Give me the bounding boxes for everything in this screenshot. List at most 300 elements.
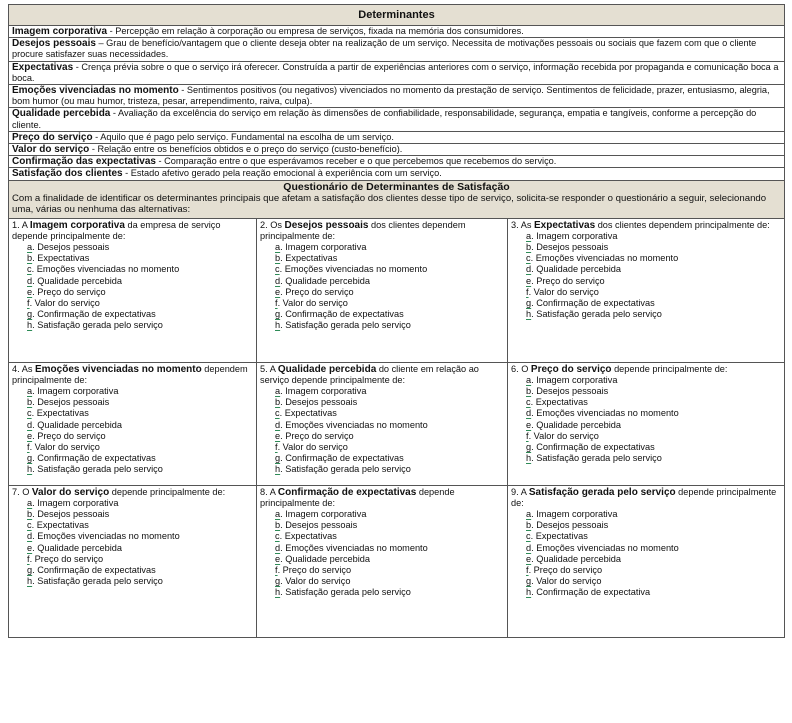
option-item[interactable]: h. Satisfação gerada pelo serviço <box>275 464 411 475</box>
definition-separator: – <box>95 38 107 49</box>
question-suffix: da empresa de serviço depende principalmente de: <box>12 219 221 241</box>
definition-term: Valor do serviço <box>12 144 90 156</box>
option-letter: b <box>526 520 532 531</box>
question-prefix: 3. As <box>511 219 534 230</box>
option-item[interactable]: f. Valor do serviço <box>27 298 100 309</box>
option-letter: h <box>27 464 33 475</box>
option-letter: g <box>526 298 532 309</box>
question-cell <box>257 363 508 486</box>
question-suffix: depende principalmente de: <box>511 486 777 508</box>
option-letter: a <box>275 509 281 520</box>
option-item[interactable]: a. Imagem corporativa <box>27 386 119 397</box>
questionnaire-intro: Com a finalidade de identificar os determinantes principais que afetam a satisfação dos clientes desse tipo de serviço, solicita-se responder o questionário a seguir, selecionando uma, várias ou nenhuma das alternativas: <box>12 192 767 216</box>
option-letter: b <box>275 253 281 264</box>
determinants-header: Determinantes <box>8 4 785 26</box>
option-label: Emoções vivenciadas no momento <box>36 264 180 275</box>
definition-term: Desejos pessoais <box>12 38 96 50</box>
question-cell <box>9 486 257 638</box>
option-label: Confirmação de expectativa <box>536 587 651 598</box>
option-item[interactable]: c. Emoções vivenciadas no momento <box>526 253 679 264</box>
option-letter: c <box>526 253 531 264</box>
question-cell <box>9 219 257 363</box>
option-item[interactable]: h. Satisfação gerada pelo serviço <box>526 453 662 464</box>
option-label: Valor do serviço <box>533 430 599 441</box>
option-letter: f <box>275 298 278 309</box>
option-item[interactable]: b. Desejos pessoais <box>27 397 110 408</box>
option-letter: a <box>275 242 281 253</box>
option-letter: c <box>275 531 280 542</box>
option-letter: g <box>27 453 33 464</box>
option-label: Imagem corporativa <box>536 374 618 385</box>
option-letter: c <box>27 408 32 419</box>
option-item[interactable]: d. Emoções vivenciadas no momento <box>275 542 428 553</box>
option-item[interactable]: c. Expectativas <box>526 397 588 408</box>
definition-term: Emoções vivenciadas no momento <box>12 85 179 97</box>
option-item[interactable]: e. Qualidade percebida <box>27 542 123 553</box>
definition-term: Expectativas <box>12 61 74 73</box>
option-item[interactable]: e. Preço do serviço <box>275 430 354 441</box>
option-letter: b <box>275 520 281 531</box>
option-letter: e <box>275 286 281 297</box>
option-letter: d <box>27 531 33 542</box>
option-label: Desejos pessoais <box>536 386 609 397</box>
question-suffix: do cliente em relação ao serviço depende principalmente de: <box>260 363 479 385</box>
option-label: Valor do serviço <box>34 442 100 453</box>
option-label: Imagem corporativa <box>37 386 119 397</box>
option-item[interactable]: f. Preço do serviço <box>275 565 352 576</box>
option-item[interactable]: g. Confirmação de expectativas <box>27 309 156 320</box>
question-text <box>260 364 504 386</box>
option-label: Emoções vivenciadas no momento <box>37 531 180 542</box>
question-subject: Imagem corporativa <box>29 219 125 231</box>
definition-row <box>9 85 784 108</box>
option-list <box>260 242 504 332</box>
option-letter: g <box>275 309 281 320</box>
option-label: Desejos pessoais <box>37 509 110 520</box>
question-subject: Emoções vivenciadas no momento <box>34 363 202 375</box>
option-label: Valor do serviço <box>536 576 602 587</box>
option-label: Desejos pessoais <box>285 397 358 408</box>
option-item[interactable]: c. Expectativas <box>275 408 337 419</box>
option-item[interactable]: d. Qualidade percebida <box>27 419 123 430</box>
question-prefix: 4. As <box>12 363 35 374</box>
option-letter: a <box>27 497 33 508</box>
option-item[interactable]: g. Valor do serviço <box>526 576 602 587</box>
option-item[interactable]: d. Emoções vivenciadas no momento <box>526 408 679 419</box>
option-letter: a <box>27 242 33 253</box>
option-label: Preço do serviço <box>285 430 354 441</box>
option-letter: e <box>27 430 33 441</box>
option-label: Preço do serviço <box>282 565 352 576</box>
option-item[interactable]: g. Confirmação de expectativas <box>275 453 404 464</box>
question-subject: Preço do serviço <box>530 363 612 375</box>
definition-row <box>9 168 784 180</box>
definition-text: Grau de benefício/vantagem que o cliente deseja obter na realização de um serviço. Necessita de motivações pessoais ou sociais que fazem com que o cliente procure satisfazer suas necessidades. <box>12 38 757 60</box>
option-label: Qualidade percebida <box>37 275 123 286</box>
option-label: Confirmação de expectativas <box>285 453 404 464</box>
option-item[interactable]: g. Confirmação de expectativas <box>275 309 404 320</box>
questionnaire-header <box>8 181 785 219</box>
option-letter: g <box>27 565 33 576</box>
option-label: Emoções vivenciadas no momento <box>536 542 679 553</box>
option-item[interactable]: b. Desejos pessoais <box>526 386 609 397</box>
option-label: Qualidade percebida <box>536 264 622 275</box>
option-letter: b <box>275 397 281 408</box>
option-item[interactable]: b. Expectativas <box>275 253 338 264</box>
question-suffix: depende principalmente de: <box>611 363 728 374</box>
question-text <box>12 220 253 242</box>
option-item[interactable]: d. Qualidade percebida <box>275 275 371 286</box>
definition-term: Confirmação das expectativas <box>12 156 156 168</box>
definition-text: Crença prévia sobre o que o serviço irá oferecer. Construída a partir de experiências anteriores com o serviço, informação recebida por propaganda e comunicação boca a boca. <box>12 61 779 83</box>
option-item[interactable]: d. Emoções vivenciadas no momento <box>275 419 428 430</box>
option-letter: g <box>526 576 532 587</box>
definition-separator: - <box>122 168 131 179</box>
option-item[interactable]: f. Valor do serviço <box>526 286 599 297</box>
option-label: Confirmação de expectativas <box>536 298 655 309</box>
option-item[interactable]: e. Preço do serviço <box>27 286 106 297</box>
option-item[interactable]: f. Valor do serviço <box>526 430 599 441</box>
option-label: Expectativas <box>36 408 89 419</box>
option-label: Emoções vivenciadas no momento <box>285 419 428 430</box>
option-label: Confirmação de expectativas <box>37 453 156 464</box>
definition-separator: - <box>89 144 98 155</box>
option-item[interactable]: b. Expectativas <box>27 253 90 264</box>
option-label: Expectativas <box>37 253 90 264</box>
option-letter: e <box>526 553 532 564</box>
definition-term: Qualidade percebida <box>12 108 111 120</box>
option-list <box>260 509 504 599</box>
question-text <box>511 364 781 375</box>
option-item[interactable]: c. Expectativas <box>526 531 588 542</box>
question-cell <box>508 219 785 363</box>
option-label: Qualidade percebida <box>536 419 622 430</box>
option-item[interactable]: c. Emoções vivenciadas no momento <box>275 264 428 275</box>
option-item[interactable]: f. Valor do serviço <box>27 442 100 453</box>
option-item[interactable]: e. Qualidade percebida <box>275 553 371 564</box>
option-letter: f <box>27 553 30 564</box>
option-item[interactable]: a. Imagem corporativa <box>526 230 618 241</box>
option-label: Preço do serviço <box>34 553 104 564</box>
option-letter: d <box>526 408 532 419</box>
option-label: Confirmação de expectativas <box>285 309 404 320</box>
option-item[interactable]: e. Qualidade percebida <box>526 419 622 430</box>
question-prefix: 2. Os <box>260 219 285 230</box>
option-item[interactable]: f. Valor do serviço <box>275 298 348 309</box>
questionnaire-title: Questionário de Determinantes de Satisfação <box>283 180 510 193</box>
definition-text: Avaliação da excelência do serviço em relação às dimensões de confiabilidade, responsabilidade, segurança, empatia e tangíveis, conforme a percepção do cliente. <box>12 108 757 130</box>
definition-text: Aquilo que é pago pelo serviço. Fundamental na escolha de um serviço. <box>100 131 394 142</box>
definition-text: Relação entre os benefícios obtidos e o preço do serviço (custo-benefício). <box>97 144 403 155</box>
option-letter: a <box>27 386 33 397</box>
question-prefix: 8. A <box>260 486 278 497</box>
option-letter: f <box>526 565 529 576</box>
question-subject: Desejos pessoais <box>284 219 369 231</box>
option-list <box>260 386 504 476</box>
option-label: Expectativas <box>36 520 89 531</box>
option-label: Imagem corporativa <box>285 386 367 397</box>
definition-separator: - <box>110 108 119 119</box>
question-grid <box>8 219 785 638</box>
option-list <box>12 498 253 588</box>
option-item[interactable]: d. Emoções vivenciadas no momento <box>27 531 180 542</box>
option-letter: h <box>27 320 33 331</box>
option-label: Confirmação de expectativas <box>37 565 156 576</box>
option-label: Satisfação gerada pelo serviço <box>37 464 163 475</box>
option-label: Desejos pessoais <box>285 520 358 531</box>
definitions-list <box>8 26 785 181</box>
option-item[interactable]: h. Satisfação gerada pelo serviço <box>275 320 411 331</box>
option-letter: h <box>275 587 281 598</box>
definition-text: Estado afetivo gerado pela reação emocional à experiência com um serviço. <box>130 168 442 179</box>
question-prefix: 1. A <box>12 219 30 230</box>
option-letter: g <box>27 309 33 320</box>
option-letter: e <box>27 542 33 553</box>
question-cell <box>257 486 508 638</box>
option-label: Satisfação gerada pelo serviço <box>536 453 662 464</box>
option-label: Satisfação gerada pelo serviço <box>285 320 411 331</box>
option-letter: b <box>27 397 33 408</box>
option-item[interactable]: a. Imagem corporativa <box>27 497 119 508</box>
option-label: Valor do serviço <box>285 576 351 587</box>
option-item[interactable]: h. Confirmação de expectativa <box>526 587 651 598</box>
option-letter: e <box>275 430 281 441</box>
definition-row <box>9 38 784 61</box>
option-label: Emoções vivenciadas no momento <box>535 253 679 264</box>
question-cell <box>508 363 785 486</box>
option-label: Confirmação de expectativas <box>536 442 655 453</box>
option-letter: a <box>275 386 281 397</box>
option-item[interactable]: c. Expectativas <box>27 520 89 531</box>
option-item[interactable]: g. Confirmação de expectativas <box>526 298 655 309</box>
definition-row <box>9 26 784 38</box>
option-letter: h <box>275 464 281 475</box>
option-label: Desejos pessoais <box>37 397 110 408</box>
definition-term: Satisfação dos clientes <box>12 168 123 180</box>
question-prefix: 6. O <box>511 363 531 374</box>
option-letter: c <box>526 397 531 408</box>
option-item[interactable]: d. Emoções vivenciadas no momento <box>526 542 679 553</box>
option-item[interactable]: c. Emoções vivenciadas no momento <box>27 264 180 275</box>
option-item[interactable]: b. Desejos pessoais <box>275 397 358 408</box>
option-letter: f <box>27 442 30 453</box>
option-letter: h <box>27 576 33 587</box>
option-item[interactable]: e. Preço do serviço <box>27 430 106 441</box>
option-letter: b <box>526 386 532 397</box>
option-label: Preço do serviço <box>533 565 603 576</box>
option-item[interactable]: b. Desejos pessoais <box>275 520 358 531</box>
option-letter: a <box>526 230 532 241</box>
question-prefix: 9. A <box>511 486 529 497</box>
option-item[interactable]: h. Satisfação gerada pelo serviço <box>526 309 662 320</box>
question-text <box>511 220 781 231</box>
option-letter: h <box>526 587 532 598</box>
option-letter: f <box>526 286 529 297</box>
option-label: Imagem corporativa <box>536 230 618 241</box>
definition-term: Imagem corporativa <box>12 26 108 37</box>
option-label: Satisfação gerada pelo serviço <box>37 576 163 587</box>
question-prefix: 5. A <box>260 363 278 374</box>
option-letter: a <box>526 374 532 385</box>
option-list <box>511 509 781 599</box>
option-letter: a <box>526 509 532 520</box>
question-text <box>511 487 781 509</box>
option-item[interactable]: h. Satisfação gerada pelo serviço <box>275 587 411 598</box>
option-letter: h <box>526 453 532 464</box>
option-item[interactable]: h. Satisfação gerada pelo serviço <box>27 464 163 475</box>
option-label: Satisfação gerada pelo serviço <box>37 320 163 331</box>
option-label: Satisfação gerada pelo serviço <box>285 464 411 475</box>
option-item[interactable]: d. Qualidade percebida <box>526 264 622 275</box>
option-list <box>12 242 253 332</box>
option-label: Qualidade percebida <box>37 419 123 430</box>
question-suffix: depende principalmente de: <box>260 486 455 508</box>
definition-text: Comparação entre o que esperávamos receber e o que percebemos que recebemos do serviço. <box>164 156 557 167</box>
question-suffix: dos clientes dependem principalmente de: <box>595 219 770 230</box>
option-letter: b <box>27 253 33 264</box>
option-item[interactable]: a. Desejos pessoais <box>27 242 110 253</box>
option-list <box>12 386 253 476</box>
option-item[interactable]: f. Preço do serviço <box>27 553 104 564</box>
option-item[interactable]: g. Confirmação de expectativas <box>27 565 156 576</box>
option-letter: f <box>526 430 529 441</box>
option-label: Satisfação gerada pelo serviço <box>285 587 411 598</box>
option-item[interactable]: b. Desejos pessoais <box>526 520 609 531</box>
option-item[interactable]: b. Desejos pessoais <box>526 242 609 253</box>
option-item[interactable]: h. Satisfação gerada pelo serviço <box>27 320 163 331</box>
question-subject: Valor do serviço <box>31 486 110 498</box>
option-label: Desejos pessoais <box>37 242 110 253</box>
option-item[interactable]: a. Imagem corporativa <box>275 242 367 253</box>
option-item[interactable]: g. Confirmação de expectativas <box>526 442 655 453</box>
option-label: Expectativas <box>285 253 338 264</box>
option-letter: e <box>526 275 532 286</box>
option-label: Preço do serviço <box>37 430 106 441</box>
option-letter: c <box>275 408 280 419</box>
option-letter: d <box>275 419 281 430</box>
option-item[interactable]: a. Imagem corporativa <box>526 509 618 520</box>
option-item[interactable]: g. Valor do serviço <box>275 576 351 587</box>
option-letter: d <box>526 264 532 275</box>
definition-row <box>9 108 784 131</box>
determinants-sheet <box>8 4 785 638</box>
option-label: Preço do serviço <box>285 286 354 297</box>
option-item[interactable]: b. Desejos pessoais <box>27 509 110 520</box>
option-label: Qualidade percebida <box>285 275 371 286</box>
option-label: Expectativas <box>535 531 588 542</box>
option-letter: d <box>275 542 281 553</box>
option-label: Expectativas <box>535 397 588 408</box>
question-prefix: 7. O <box>12 486 32 497</box>
option-item[interactable]: c. Expectativas <box>275 531 337 542</box>
question-text <box>12 487 253 498</box>
option-letter: e <box>27 286 33 297</box>
question-subject: Qualidade percebida <box>277 363 377 375</box>
option-label: Valor do serviço <box>282 442 348 453</box>
option-label: Qualidade percebida <box>536 553 622 564</box>
definition-separator: - <box>178 85 187 96</box>
option-label: Confirmação de expectativas <box>37 309 156 320</box>
definition-row <box>9 132 784 144</box>
definition-separator: - <box>92 131 101 142</box>
option-letter: f <box>275 565 278 576</box>
option-letter: c <box>526 531 531 542</box>
question-text <box>260 487 504 509</box>
option-letter: b <box>27 509 33 520</box>
option-label: Desejos pessoais <box>536 242 609 253</box>
option-item[interactable]: e. Preço do serviço <box>275 286 354 297</box>
option-item[interactable]: a. Imagem corporativa <box>275 509 367 520</box>
question-cell <box>508 486 785 638</box>
option-label: Valor do serviço <box>533 286 599 297</box>
option-item[interactable]: f. Preço do serviço <box>526 565 603 576</box>
option-item[interactable]: e. Preço do serviço <box>526 275 605 286</box>
option-list <box>511 375 781 465</box>
option-item[interactable]: e. Qualidade percebida <box>526 553 622 564</box>
option-letter: c <box>27 264 32 275</box>
option-item[interactable]: c. Expectativas <box>27 408 89 419</box>
option-label: Emoções vivenciadas no momento <box>285 542 428 553</box>
option-letter: d <box>526 542 532 553</box>
option-item[interactable]: a. Imagem corporativa <box>275 386 367 397</box>
option-item[interactable]: g. Confirmação de expectativas <box>27 453 156 464</box>
option-label: Imagem corporativa <box>285 509 367 520</box>
option-label: Qualidade percebida <box>37 542 123 553</box>
option-item[interactable]: d. Qualidade percebida <box>27 275 123 286</box>
question-text <box>12 364 253 386</box>
option-letter: f <box>27 298 30 309</box>
definition-row <box>9 62 784 85</box>
option-letter: e <box>275 553 281 564</box>
option-letter: g <box>526 442 532 453</box>
option-list <box>511 231 781 321</box>
question-suffix: depende principalmente de: <box>109 486 226 497</box>
question-subject: Confirmação de expectativas <box>277 486 417 498</box>
question-cell <box>9 363 257 486</box>
question-subject: Expectativas <box>533 219 596 231</box>
option-item[interactable]: a. Imagem corporativa <box>526 374 618 385</box>
option-letter: h <box>526 309 532 320</box>
question-suffix: dependem principalmente de: <box>12 363 248 385</box>
option-label: Valor do serviço <box>34 298 100 309</box>
option-label: Satisfação gerada pelo serviço <box>536 309 662 320</box>
option-label: Desejos pessoais <box>536 520 609 531</box>
option-label: Emoções vivenciadas no momento <box>284 264 428 275</box>
option-letter: d <box>275 275 281 286</box>
option-letter: g <box>275 453 281 464</box>
option-letter: h <box>275 320 281 331</box>
option-label: Expectativas <box>284 531 337 542</box>
option-letter: e <box>526 419 532 430</box>
question-cell <box>257 219 508 363</box>
definition-text: Percepção em relação à corporação ou empresa de serviços, fixada na memória dos consumidores. <box>115 26 524 36</box>
option-letter: d <box>27 275 33 286</box>
definition-separator: - <box>73 61 82 72</box>
option-label: Valor do serviço <box>282 298 348 309</box>
option-letter: g <box>275 576 281 587</box>
option-item[interactable]: f. Valor do serviço <box>275 442 348 453</box>
option-item[interactable]: h. Satisfação gerada pelo serviço <box>27 576 163 587</box>
definition-row <box>9 156 784 168</box>
question-subject: Satisfação gerada pelo serviço <box>528 486 676 498</box>
definition-separator: - <box>107 26 116 36</box>
option-label: Qualidade percebida <box>285 553 371 564</box>
option-label: Emoções vivenciadas no momento <box>536 408 679 419</box>
definition-term: Preço do serviço <box>12 131 93 143</box>
definition-text: Sentimentos positivos (ou negativos) vivenciados no momento da prestação de serviço. Sentimentos de felicidade, prazer, entusiasmo, alegria, bom humor (ou mau humor, tristeza, pesar, arrependimento, raiva, culpa). <box>12 85 770 107</box>
option-label: Imagem corporativa <box>285 242 367 253</box>
option-label: Imagem corporativa <box>536 509 618 520</box>
